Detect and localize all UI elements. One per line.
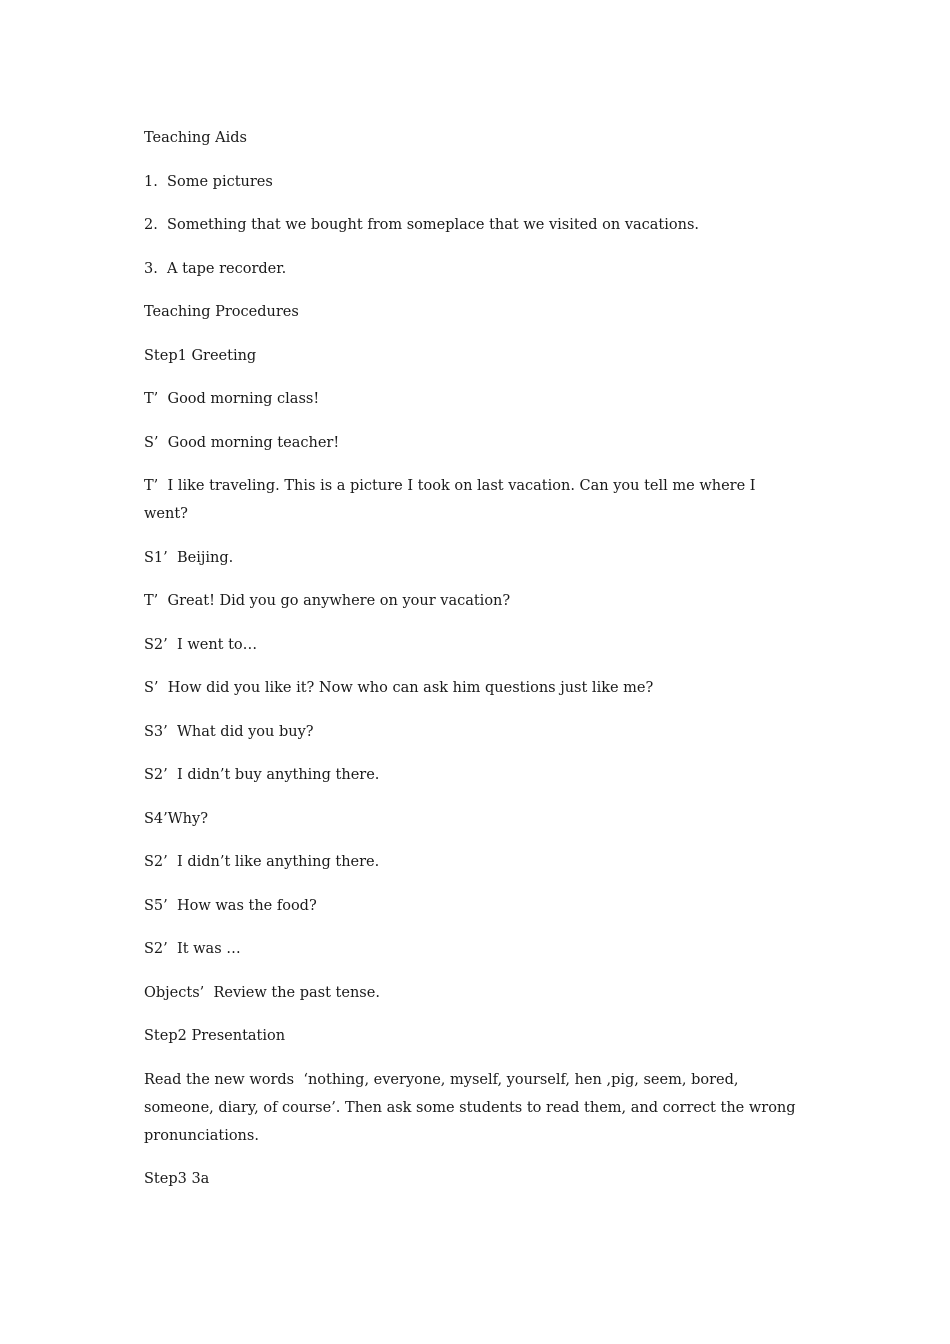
objectives-line: Objects’ Review the past tense. (144, 984, 380, 1001)
dialogue-line: T’ I like traveling. This is a picture I took on last vacation. Can you tell me where I went? (144, 478, 761, 522)
list-item: 1. Some pictures (144, 173, 273, 190)
heading-teaching-aids: Teaching Aids (144, 130, 247, 146)
dialogue-line: T’ Great! Did you go anywhere on your vacation? (144, 593, 511, 609)
step-heading: Step3 3a (144, 1171, 210, 1187)
dialogue-line: S5’ How was the food? (144, 897, 317, 914)
dialogue-line: S2’ I went to… (144, 636, 258, 653)
dialogue-line: S’ Good morning teacher! (144, 434, 340, 451)
dialogue-line: S4’Why? (144, 810, 208, 827)
dialogue-line: S2’ It was … (144, 941, 241, 957)
dialogue-line: S2’ I didn’t like anything there. (144, 854, 380, 870)
list-item: 2. Something that we bought from someplace that we visited on vacations. (144, 217, 700, 233)
dialogue-line: T’ Good morning class! (144, 391, 320, 407)
dialogue-line: S’ How did you like it? Now who can ask him questions just like me? (144, 680, 654, 696)
body-paragraph: Read the new words ‘nothing, everyone, myself, yourself, hen ,pig, seem, bored, someone, diary, of course’. Then ask some students to read them, and correct the wrong pronunciations. (144, 1071, 801, 1144)
step-heading: Step1 Greeting (144, 347, 257, 364)
step-heading: Step2 Presentation (144, 1028, 286, 1044)
dialogue-line: S2’ I didn’t buy anything there. (144, 767, 380, 783)
dialogue-line: S1’ Beijing. (144, 549, 234, 566)
document-body (144, 124, 804, 1209)
list-item: 3. A tape recorder. (144, 260, 287, 277)
heading-teaching-procedures: Teaching Procedures (144, 304, 299, 320)
dialogue-line: S3’ What did you buy? (144, 723, 314, 740)
